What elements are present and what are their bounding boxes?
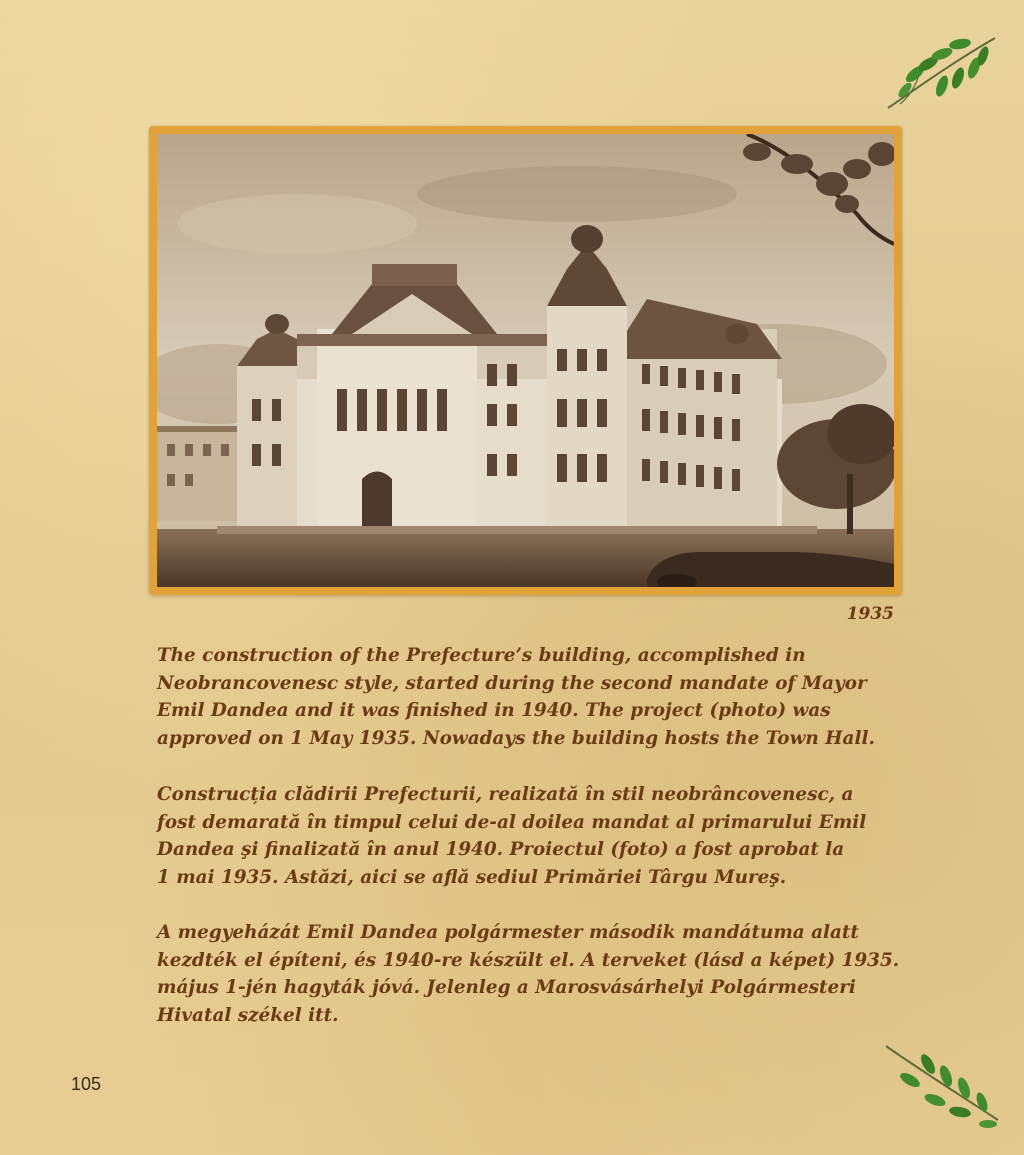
text-line: Construcția clădirii Prefecturii, realizată în stil neobrâncovenesc, a [157,784,854,805]
text-line: május 1-jén hagyták jóvá. Jelenleg a Marosvásárhelyi Polgármesteri [157,977,856,998]
text-line: A megyeházát Emil Dandea polgármester második mandátuma alatt [157,922,859,943]
text-line: Neobrancovenesc style, started during the second mandate of Mayor [157,672,867,694]
photo-frame [149,126,902,595]
prefecture-photo [157,134,894,587]
text-line: Dandea şi finalizată în anul 1940. Proiectul (foto) a fost aprobat la [157,839,845,860]
leaf-sprig-icon [880,1040,1000,1130]
text-line: 1 mai 1935. Astăzi, aici se află sediul Primăriei Târgu Mureş. [157,866,787,888]
text-line: Emil Dandea and it was finished in 1940. The project (photo) was [157,700,831,721]
text-line: kezdték el építeni, és 1940-re készült el. A terveket (lásd a képet) 1935. [157,949,900,971]
text-line: Hivatal székel itt. [157,1004,339,1026]
leaf-sprig-icon [880,26,1000,116]
paragraph-hungarian [157,919,917,1029]
text-line: The construction of the Prefecture’s building, accomplished in [157,645,806,666]
photo-caption-year: 1935 [846,604,894,624]
page-number: 105 [71,1074,102,1094]
paragraph-english [157,642,917,752]
text-line: fost demarată în timpul celui de-al doilea mandat al primarului Emil [157,811,867,833]
text-line: approved on 1 May 1935. Nowadays the building hosts the Town Hall. [157,727,875,749]
paragraph-romanian [157,781,917,891]
